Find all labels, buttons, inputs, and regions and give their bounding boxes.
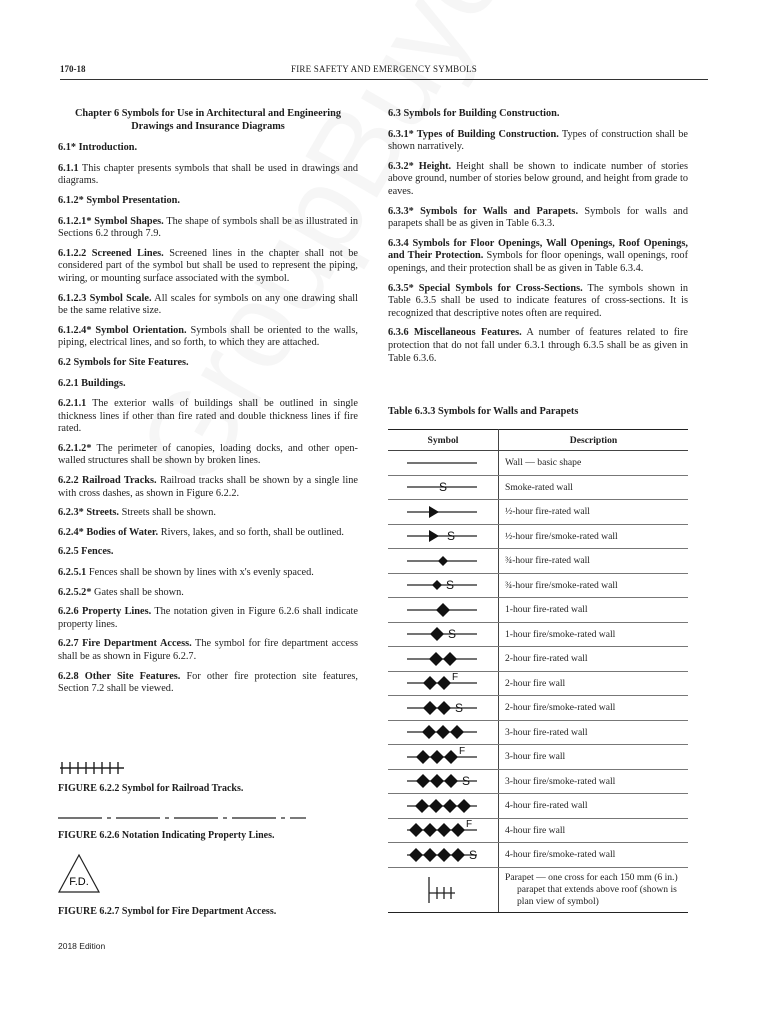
wall-symbol-icon <box>403 722 483 742</box>
para-6-3-6: 6.3.6 Miscellaneous Features. A number of features related to fire protection that do not fall under 6.3.1 through 6.3.5 shall be as given in Table 6.3.6. <box>388 327 688 364</box>
wall-description: 4-hour fire/smoke-rated wall <box>499 843 689 868</box>
fd-label: F.D. <box>69 876 89 888</box>
wall-symbol-cell <box>388 696 499 721</box>
para-6-2-4: 6.2.4* Bodies of Water. Rivers, lakes, and so forth, shall be outlined. <box>58 526 345 538</box>
para-6-2-5-2: 6.2.5.2* Gates shall be shown. <box>58 586 184 598</box>
wall-description: 3-hour fire wall <box>499 745 689 770</box>
wall-description: 2-hour fire wall <box>499 671 689 696</box>
table-row <box>388 867 688 912</box>
wall-symbol-cell <box>388 524 499 549</box>
para-6-2-7: 6.2.7 Fire Department Access. The symbol for fire department access shall be as shown in Figure 6.2.7. <box>58 638 358 662</box>
wall-description: 2-hour fire/smoke-rated wall <box>499 696 689 721</box>
table-row <box>388 696 688 721</box>
wall-description: ½-hour fire-rated wall <box>499 500 689 525</box>
svg-text:F: F <box>466 820 473 831</box>
table-row <box>388 500 688 525</box>
wall-description: 3-hour fire/smoke-rated wall <box>499 769 689 794</box>
wall-symbol-cell <box>388 720 499 745</box>
para-6-2-3: 6.2.3* Streets. Streets shall be shown. <box>58 507 216 519</box>
wall-symbol-icon <box>403 453 483 473</box>
para-6-3-5: 6.3.5* Special Symbols for Cross-Sections. The symbols shown in Table 6.3.5 shall be used to indicate features of cross-sections. It is recognized that descriptive notes often are required. <box>388 282 688 319</box>
para-6-2-1-2: 6.2.1.2* The perimeter of canopies, loading docks, and other open-walled structures shall be shown by broken lines. <box>58 442 358 467</box>
wall-symbol-icon <box>403 600 483 620</box>
wall-description: Wall — basic shape <box>499 451 689 476</box>
wall-symbol-cell <box>388 475 499 500</box>
table-row <box>388 573 688 598</box>
table-row <box>388 818 688 843</box>
wall-description: 4-hour fire-rated wall <box>499 794 689 819</box>
wall-symbol-cell <box>388 843 499 868</box>
wall-symbol-cell <box>388 745 499 770</box>
wall-symbol-icon <box>403 747 483 767</box>
table-row <box>388 843 688 868</box>
table-row <box>388 475 688 500</box>
svg-text:S: S <box>438 480 448 495</box>
para-6-2-1-1: 6.2.1.1 The exterior walls of buildings shall be outlined in single thickness lines if other than fire rated and double thickness lines if fire rated. <box>58 398 358 435</box>
header-rule <box>60 79 708 80</box>
para-6-1-2-3: 6.1.2.3 Symbol Scale. All scales for symbols on any one drawing shall be the same relative size. <box>58 292 358 317</box>
section-6-1: 6.1* Introduction. <box>58 142 138 154</box>
property-line-symbol <box>58 812 308 822</box>
wall-symbol-icon <box>403 845 483 865</box>
svg-text:S: S <box>469 847 478 862</box>
wall-symbol-cell <box>388 622 499 647</box>
svg-text:S: S <box>448 627 457 642</box>
para-6-3-3: 6.3.3* Symbols for Walls and Parapets. Symbols for walls and parapets shall be as given in Table 6.3.3. <box>388 205 688 230</box>
para-6-2-6: 6.2.6 Property Lines. The notation given in Figure 6.2.6 shall indicate property lines. <box>58 606 358 630</box>
svg-text:S: S <box>447 529 456 544</box>
table-row <box>388 671 688 696</box>
wall-description: ¾-hour fire-rated wall <box>499 549 689 574</box>
wall-symbol-icon <box>403 673 483 693</box>
para-6-3-2: 6.3.2* Height. Height shall be shown to indicate number of stories above ground, number of stories below ground, and height from grade to eaves. <box>388 160 689 197</box>
table-row <box>388 720 688 745</box>
section-6-1-2: 6.1.2* Symbol Presentation. <box>58 194 180 206</box>
wall-description: ¾-hour fire/smoke-rated wall <box>499 573 689 598</box>
table-row <box>388 794 688 819</box>
wall-symbol-icon <box>403 624 483 644</box>
column-header-symbol: Symbol <box>388 430 499 451</box>
table-row <box>388 622 688 647</box>
wall-description: 1-hour fire/smoke-rated wall <box>499 622 689 647</box>
wall-symbol-icon <box>403 477 483 497</box>
para-6-2-2: 6.2.2 Railroad Tracks. Railroad tracks shall be shown by a single line with cross dashes, as shown in Figure 6.2.2. <box>58 475 358 499</box>
table-row <box>388 769 688 794</box>
wall-description: 2-hour fire-rated wall <box>499 647 689 672</box>
table-title: Table 6.3.3 Symbols for Walls and Parapets <box>388 406 579 417</box>
table-row <box>388 647 688 672</box>
page-number: 170-18 <box>60 64 86 74</box>
wall-symbol-cell <box>388 500 499 525</box>
svg-text:F: F <box>459 746 466 757</box>
svg-text:S: S <box>462 774 471 789</box>
para-6-3-4: 6.3.4 Symbols for Floor Openings, Wall Openings, Roof Openings, and Their Protection. Symbols for floor openings, wall openings, roof openings, and their protection shall be as given in Table 6.3.4. <box>388 237 688 274</box>
table-row <box>388 524 688 549</box>
left-column <box>58 108 358 703</box>
table-row <box>388 598 688 623</box>
wall-symbol-icon <box>403 771 483 791</box>
column-header-description: Description <box>499 430 689 451</box>
wall-description: 1-hour fire-rated wall <box>499 598 689 623</box>
para-6-1-2-4: 6.1.2.4* Symbol Orientation. Symbols shall be oriented to the walls, piping, electrical lines, and so forth, to which they are attached. <box>58 324 359 349</box>
wall-symbol-cell <box>388 598 499 623</box>
wall-description: 3-hour fire-rated wall <box>499 720 689 745</box>
wall-description: 4-hour fire wall <box>499 818 689 843</box>
wall-symbol-cell <box>388 794 499 819</box>
wall-description: Parapet — one cross for each 150 mm (6 in.) parapet that extends above roof (shown is plan view of symbol) <box>499 867 689 912</box>
wall-symbol-cell <box>388 451 499 476</box>
para-6-1-1: 6.1.1 This chapter presents symbols that shall be used in drawings and diagrams. <box>58 162 358 187</box>
wall-symbol-icon <box>403 502 483 522</box>
para-6-1-2-2: 6.1.2.2 Screened Lines. Screened lines in the chapter shall not be considered part of the symbol but shall be used to represent the piping, wiring, or mounting surface associated with the symbol. <box>58 247 358 284</box>
wall-symbol-icon <box>403 575 483 595</box>
svg-text:F: F <box>452 673 459 684</box>
figure-6-2-6-caption: FIGURE 6.2.6 Notation Indicating Property Lines. <box>58 830 275 841</box>
wall-description: ½-hour fire/smoke-rated wall <box>499 524 689 549</box>
wall-symbol-cell <box>388 818 499 843</box>
table-header-row <box>388 430 688 451</box>
wall-symbol-icon <box>403 873 483 907</box>
wall-symbol-cell <box>388 549 499 574</box>
section-6-2-5: 6.2.5 Fences. <box>58 546 114 558</box>
wall-symbol-cell <box>388 867 499 912</box>
section-6-3: 6.3 Symbols for Building Construction. <box>388 108 560 119</box>
svg-text:S: S <box>446 578 455 593</box>
svg-text:S: S <box>455 700 464 715</box>
para-6-3-1: 6.3.1* Types of Building Construction. Types of construction shall be shown narratively. <box>388 128 688 153</box>
walls-parapets-table <box>388 429 688 913</box>
wall-symbol-cell <box>388 769 499 794</box>
wall-symbol-cell <box>388 671 499 696</box>
table-row <box>388 549 688 574</box>
chapter-title: Chapter 6 Symbols for Use in Architectural and Engineering Drawings and Insurance Diagrams <box>74 108 341 132</box>
wall-symbol-icon <box>403 526 483 546</box>
section-6-2-1: 6.2.1 Buildings. <box>58 377 126 389</box>
wall-symbol-icon <box>403 796 483 816</box>
figure-6-2-7-caption: FIGURE 6.2.7 Symbol for Fire Department Access. <box>58 906 277 917</box>
edition-footer: 2018 Edition <box>58 941 106 951</box>
section-6-2: 6.2 Symbols for Site Features. <box>58 356 189 368</box>
wall-symbol-cell <box>388 647 499 672</box>
para-6-2-8: 6.2.8 Other Site Features. For other fire protection site features, Section 7.2 shall be viewed. <box>58 670 358 695</box>
right-column <box>388 108 688 372</box>
railroad-track-symbol <box>58 760 128 776</box>
figure-6-2-2-caption: FIGURE 6.2.2 Symbol for Railroad Tracks. <box>58 783 244 794</box>
wall-symbol-icon <box>403 649 483 669</box>
wall-description: Smoke-rated wall <box>499 475 689 500</box>
wall-symbol-icon <box>403 551 483 571</box>
wall-symbol-cell <box>388 573 499 598</box>
wall-symbol-icon <box>403 698 483 718</box>
para-6-2-5-1: 6.2.5.1 Fences shall be shown by lines with x's evenly spaced. <box>58 567 314 579</box>
fire-department-access-symbol <box>56 852 102 896</box>
wall-symbol-icon <box>403 820 483 840</box>
table-row <box>388 745 688 770</box>
para-6-1-2-1: 6.1.2.1* Symbol Shapes. The shape of symbols shall be as illustrated in Sections 6.2 through 7.9. <box>58 215 358 240</box>
table-row <box>388 451 688 476</box>
running-header: FIRE SAFETY AND EMERGENCY SYMBOLS <box>291 64 477 74</box>
